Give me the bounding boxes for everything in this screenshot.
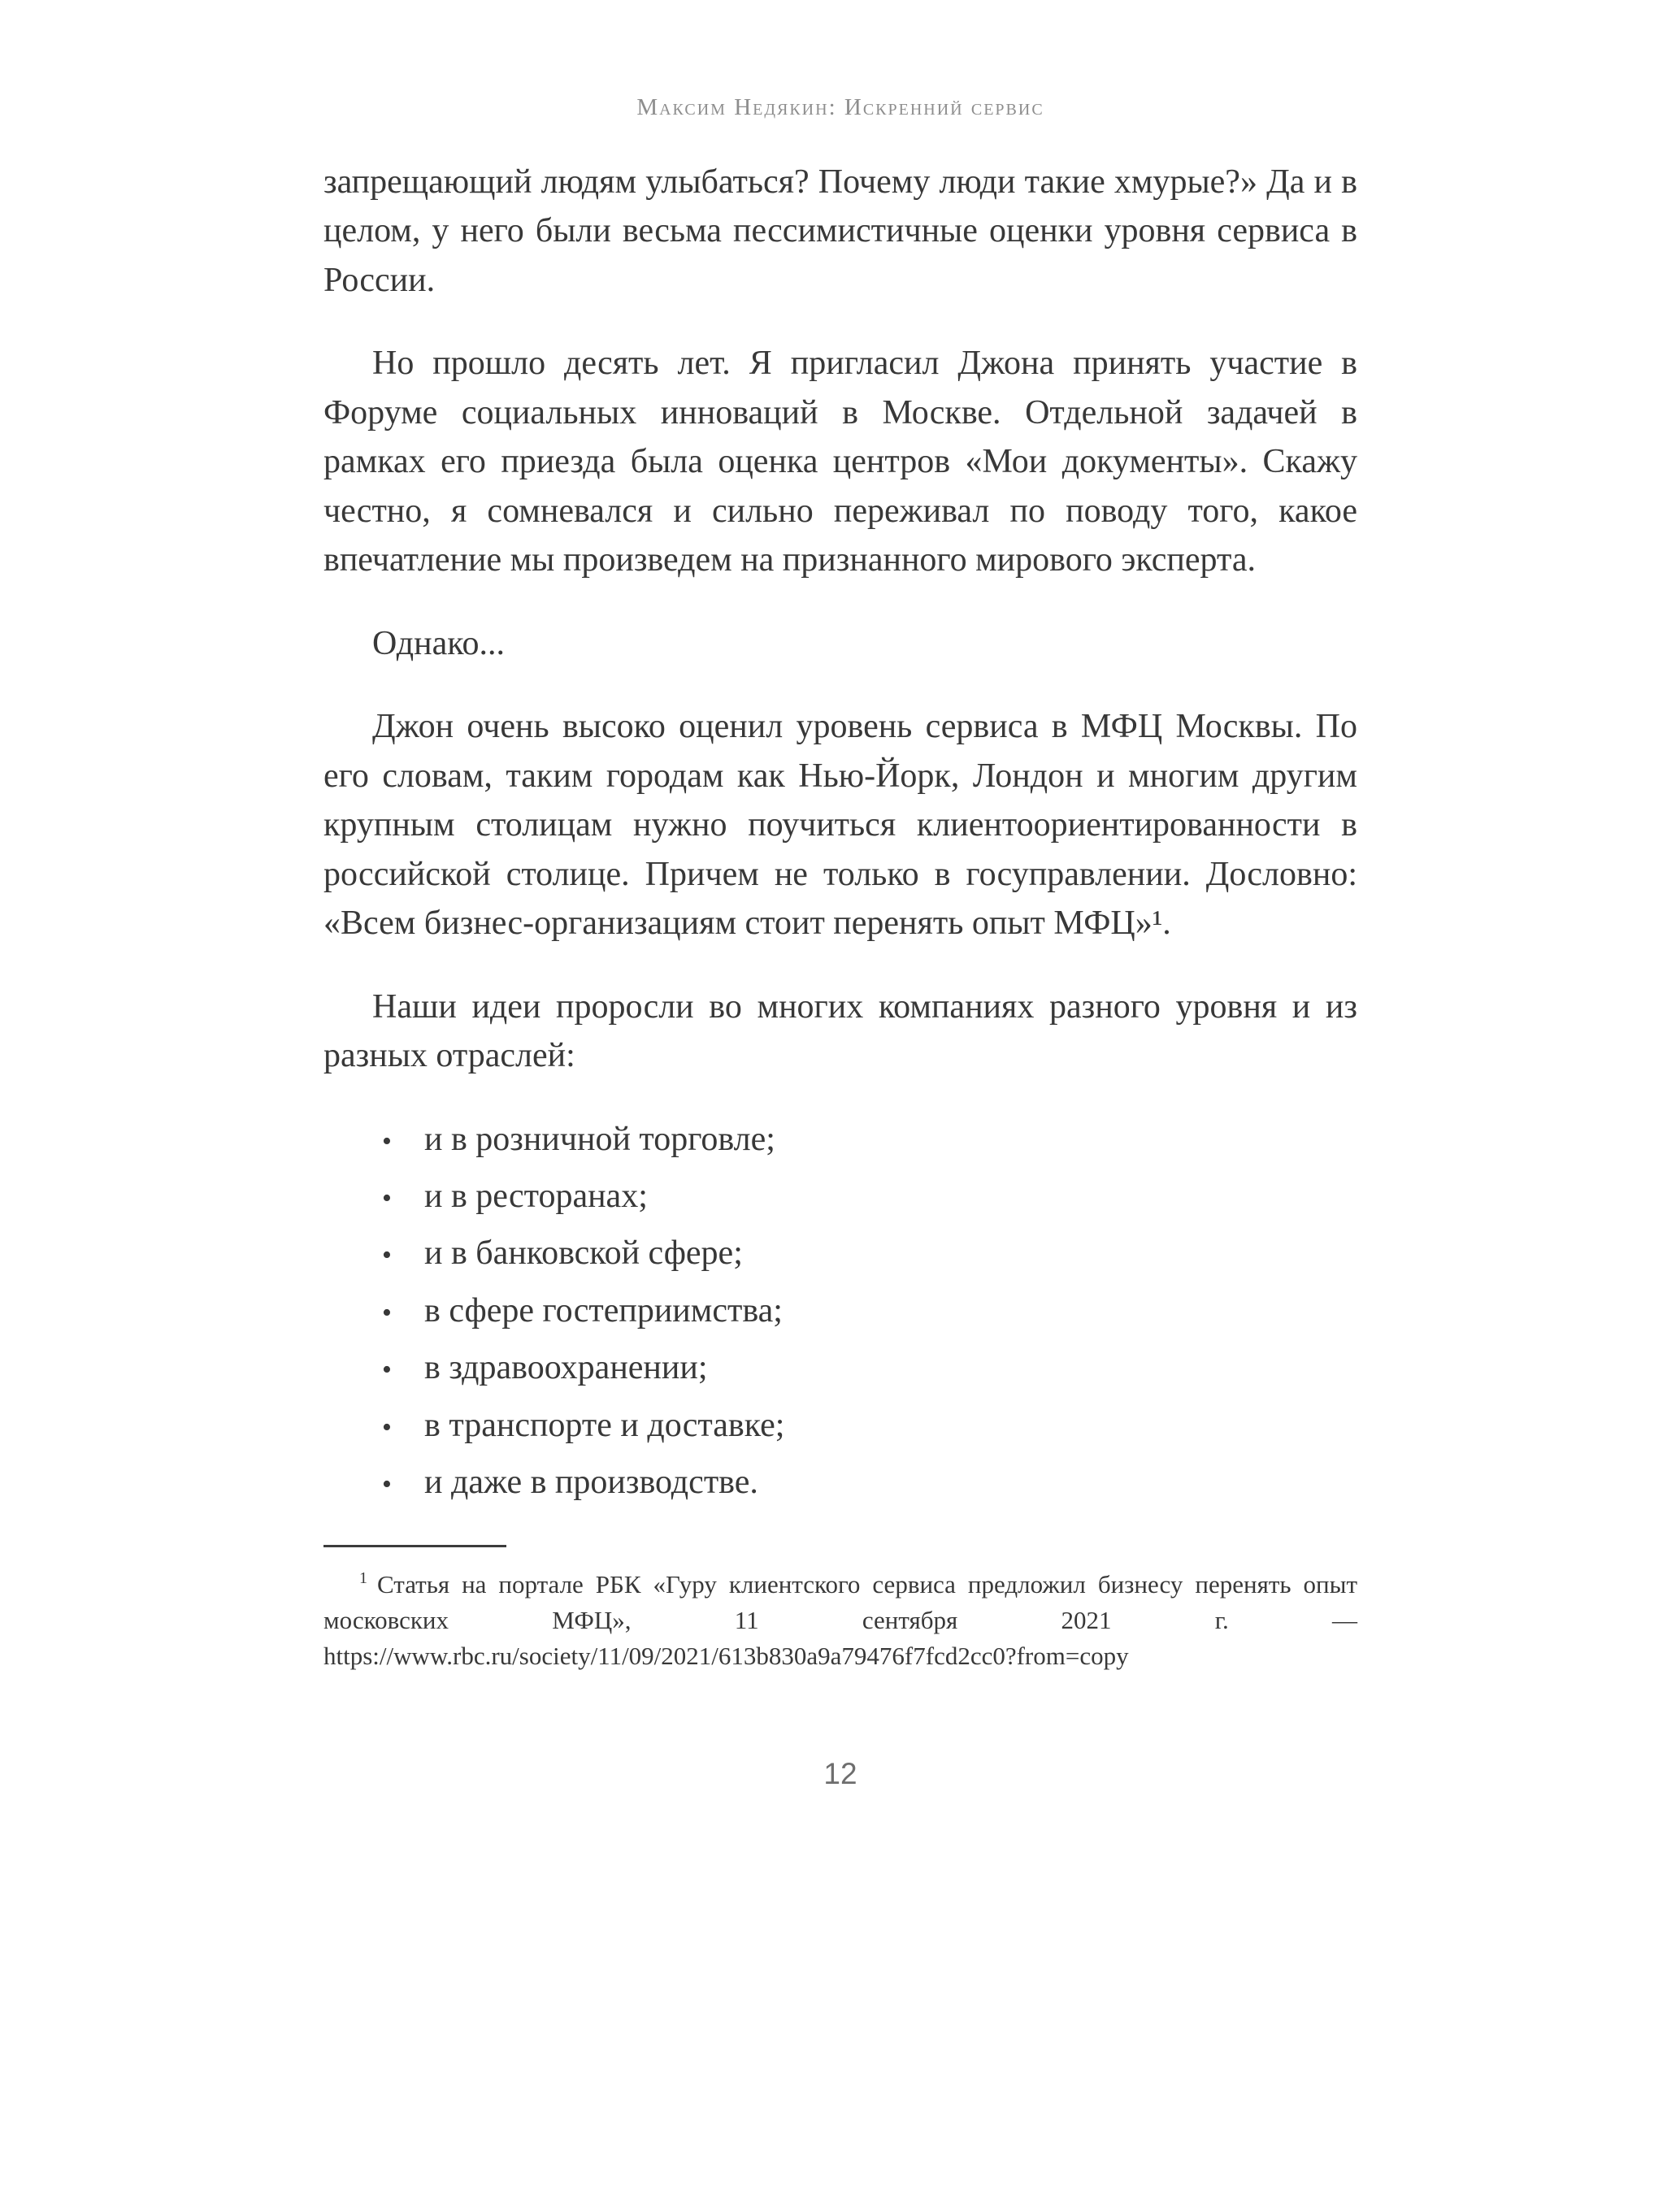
footnote-text: Статья на портале РБК «Гуру клиентского сервиса предложил бизнесу перенять опыт московских МФЦ», 11 сентября 2021 г. — https://www.rbc.ru/society/11/09/2021/613b830a9a79476f7fcd2cc0?from=copy bbox=[323, 1569, 1357, 1670]
list-item bbox=[323, 1229, 1357, 1278]
text-block bbox=[323, 158, 1357, 1795]
footnote-divider bbox=[323, 1545, 506, 1547]
bullet-icon: • bbox=[382, 1240, 392, 1271]
bullet-icon: • bbox=[382, 1469, 392, 1500]
paragraph-ideas-intro: Наши идеи проросли во многих компаниях разного уровня и из разных отраслей: bbox=[323, 987, 1357, 1075]
footnote-area bbox=[323, 1545, 1357, 1674]
list-item-text: и в банковской сфере; bbox=[424, 1234, 743, 1273]
paragraph-however: Однако... bbox=[372, 624, 506, 662]
list-item-text: и в ресторанах; bbox=[424, 1177, 648, 1215]
list-item-text: и в розничной торговле; bbox=[424, 1120, 775, 1158]
page-number: 12 bbox=[823, 1756, 857, 1790]
list-item bbox=[323, 1286, 1357, 1335]
list-item bbox=[323, 1401, 1357, 1450]
bullet-icon: • bbox=[382, 1126, 392, 1156]
bullet-icon: • bbox=[382, 1355, 392, 1386]
footnote-marker: 1 bbox=[359, 1569, 367, 1588]
bullet-list bbox=[323, 1115, 1357, 1507]
running-header bbox=[323, 94, 1357, 121]
list-item bbox=[323, 1343, 1357, 1392]
book-title-header: Максим Недякин: Искренний сервис bbox=[636, 94, 1044, 120]
list-item bbox=[323, 1172, 1357, 1221]
list-item bbox=[323, 1115, 1357, 1164]
list-item-text: в сфере гостеприимства; bbox=[424, 1291, 783, 1330]
list-item-text: и даже в производстве. bbox=[424, 1464, 758, 1502]
paragraph-mfc-review: Джон очень высоко оценил уровень сервиса в МФЦ Москвы. По его словам, таким городам как Нью-Йорк, Лондон и многим другим крупным столицам нужно поучиться клиентоориентированности в российской столице. Причем не только в госуправлении. Дословно: «Всем бизнес-организациям стоит перенять опыт МФЦ»¹. bbox=[323, 708, 1357, 943]
paragraph-forum: Но прошло десять лет. Я пригласил Джона принять участие в Форуме социальных инноваций в Москве. Отдельной задачей в рамках его приезда была оценка центров «Мои документы». Скажу честно, я сомневался и сильно переживал по поводу того, какое впечатление мы произведем на признанного мирового эксперта. bbox=[323, 345, 1357, 579]
list-item bbox=[323, 1458, 1357, 1507]
list-item-text: в транспорте и доставке; bbox=[424, 1406, 785, 1444]
footnote bbox=[323, 1567, 1357, 1674]
bullet-icon: • bbox=[382, 1182, 392, 1213]
bullet-icon: • bbox=[382, 1297, 392, 1328]
paragraph-continuation: запрещающий людям улыбаться? Почему люди такие хмурые?» Да и в целом, у него были весьма пессимистичные оценки уровня сервиса в России. bbox=[323, 163, 1357, 299]
list-item-text: в здравоохранении; bbox=[424, 1349, 708, 1387]
bullet-icon: • bbox=[382, 1412, 392, 1442]
